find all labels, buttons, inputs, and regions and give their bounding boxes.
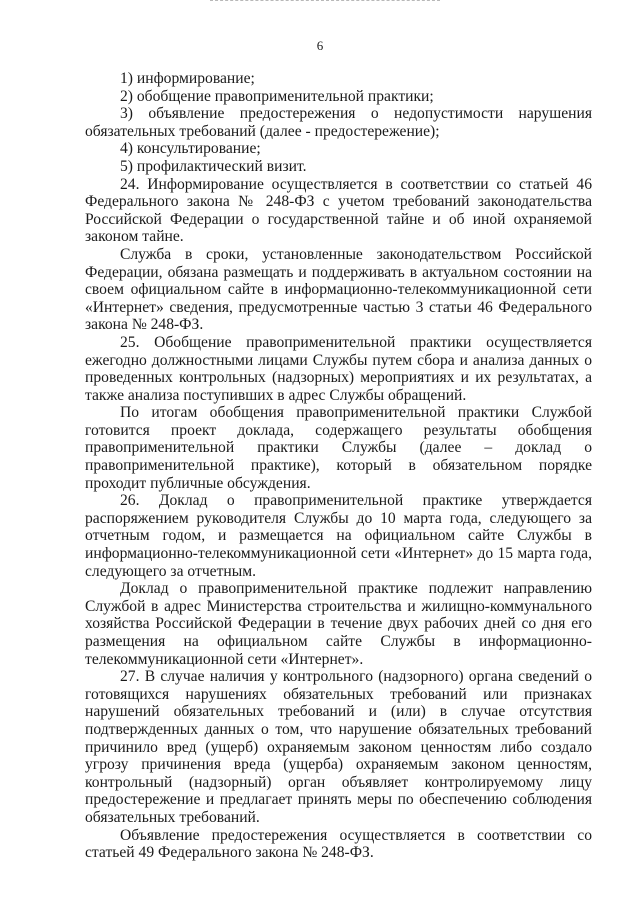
document-body <box>85 70 592 862</box>
list-item-generalization: 2) обобщение правоприменительной практики; <box>120 87 434 105</box>
paragraph-25: 25. Обобщение правоприменительной практики осуществляется ежегодно должностными лицами Службы путем сбора и анализа данных о проведенных контрольных (надзорных) мероприятиях и их результатах, а также анализа поступивших в адрес Службы обращений. <box>85 333 592 404</box>
paragraph-24-service: Служба в сроки, установленные законодательством Российской Федерации, обязана размещать и поддерживать в актуальном состоянии на своем официальном сайте в информационно-телекоммуникационной сети «Интернет» сведения, предусмотренные частью 3 статьи 46 Федерального закона № 248-ФЗ. <box>85 245 592 334</box>
paragraph-27-warning-basis: Объявление предостережения осуществляется в соответствии со статьей 49 Федерального закона № 248-ФЗ. <box>85 826 592 862</box>
page-number: 6 <box>316 38 324 53</box>
list-item-consulting: 4) консультирование; <box>120 140 261 158</box>
scan-edge-line <box>210 0 440 1</box>
paragraph-26-ministry: Доклад о правоприменительной практике подлежит направлению Службой в адрес Министерства строительства и жилищно-коммунального хозяйства Российской Федерации в течение двух рабочих дней со дня его размещения на официальном сайте Службы в информационно-телекоммуникационной сети «Интернет». <box>85 580 592 668</box>
paragraph-27: 27. В случае наличия у контрольного (надзорного) органа сведений о готовящихся нарушениях обязательных требований или признаках нарушений обязательных требований и (или) в случае отсутствия подтвержденных данных о том, что нарушение обязательных требований причинило вред (ущерб) охраняемым законом ценностям либо создало угрозу причинения вреда (ущерба) охраняемым законом ценностям, контрольный (надзорный) орган объявляет контролируемому лицу предостережение и предлагает принять меры по обеспечению соблюдения обязательных требований. <box>85 668 592 826</box>
list-item-warning: 3) объявление предостережения о недопустимости нарушения обязательных требований (далее - предостережение); <box>85 105 592 140</box>
paragraph-25-report: По итогам обобщения правоприменительной практики Службой готовится проект доклада, содержащего результаты обобщения правоприменительной практики Службы (далее – доклад о правоприменительной практике), который в обязательном порядке проходит публичные обсуждения. <box>85 404 592 492</box>
list-item-preventive-visit: 5) профилактический визит. <box>120 157 307 175</box>
paragraph-24: 24. Информирование осуществляется в соответствии со статьей 46 Федерального закона № 248-ФЗ с учетом требований законодательства Российской Федерации о государственной тайне и об иной охраняемой законом тайне. <box>85 175 592 246</box>
paragraph-26: 26. Доклад о правоприменительной практике утверждается распоряжением руководителя Службы до 10 марта года, следующего за отчетным годом, и размещается на официальном сайте Службы в информационно-телекоммуникационной сети «Интернет» до 15 марта года, следующего за отчетным. <box>85 492 592 580</box>
list-item-informing: 1) информирование; <box>120 70 255 87</box>
